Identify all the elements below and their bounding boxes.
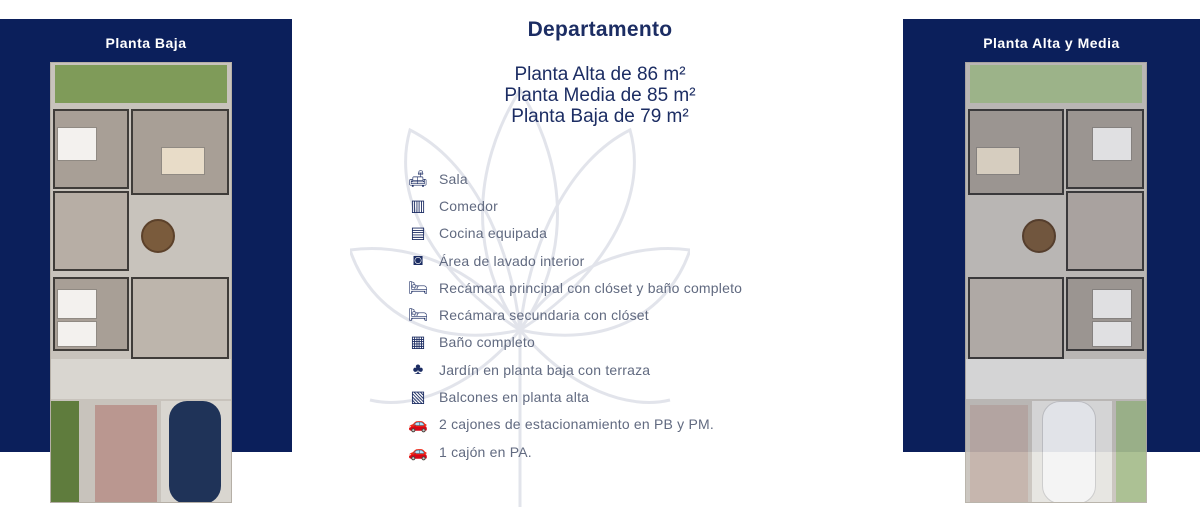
page-title: Departamento bbox=[527, 18, 673, 41]
feature-item bbox=[405, 220, 825, 247]
bed bbox=[1092, 289, 1132, 319]
feature-label: Baño completo bbox=[439, 334, 535, 351]
feature-item bbox=[405, 247, 825, 274]
feature-label: Sala bbox=[439, 170, 468, 187]
car-icon: 🚗 bbox=[408, 443, 428, 461]
feature-label: Cocina equipada bbox=[439, 225, 548, 242]
sofa bbox=[161, 147, 205, 175]
sofa bbox=[976, 147, 1020, 175]
balcony-icon: ▧ bbox=[410, 389, 426, 407]
kitchen-icon: ▤ bbox=[410, 225, 426, 243]
right-panel-title: Planta Alta y Media bbox=[983, 35, 1120, 51]
feature-item bbox=[405, 301, 825, 328]
bed bbox=[1092, 127, 1132, 161]
feature-list bbox=[405, 165, 825, 465]
feature-label: Balcones en planta alta bbox=[439, 389, 590, 406]
feature-item bbox=[405, 165, 825, 192]
feature-item bbox=[405, 438, 825, 465]
garden-icon: ♣ bbox=[412, 360, 424, 378]
area-item: Planta Media de 85 m² bbox=[504, 85, 696, 106]
feature-item bbox=[405, 411, 825, 438]
sofa-icon: 🛋 bbox=[407, 170, 429, 188]
bed-icon: 🛏 bbox=[407, 279, 429, 297]
bathroom-icon: ▦ bbox=[410, 334, 426, 352]
dining-table bbox=[1022, 219, 1056, 253]
feature-label: Jardín en planta baja con terraza bbox=[439, 361, 651, 378]
bathroom bbox=[53, 191, 129, 271]
area-item: Planta Baja de 79 m² bbox=[511, 106, 689, 127]
bed bbox=[1092, 321, 1132, 347]
kitchen bbox=[968, 277, 1064, 359]
area-list bbox=[300, 64, 900, 127]
bed bbox=[57, 289, 97, 319]
feature-item bbox=[405, 274, 825, 301]
bed-icon: 🛏 bbox=[407, 307, 429, 325]
feature-label: 1 cajón en PA. bbox=[439, 443, 532, 460]
feature-label: Recámara principal con clóset y baño completo bbox=[439, 279, 743, 296]
garden bbox=[55, 65, 227, 103]
paving bbox=[95, 405, 157, 503]
car bbox=[169, 401, 221, 503]
garden bbox=[970, 65, 1142, 103]
feature-item bbox=[405, 329, 825, 356]
bathroom bbox=[1066, 191, 1144, 271]
feature-item bbox=[405, 356, 825, 383]
car bbox=[1042, 401, 1096, 503]
dining-table bbox=[141, 219, 175, 253]
sidewalk bbox=[51, 359, 232, 399]
sidewalk bbox=[966, 359, 1147, 399]
washing-machine-icon: ◙ bbox=[413, 251, 423, 269]
hedge bbox=[1116, 401, 1147, 503]
feature-label: Recámara secundaria con clóset bbox=[439, 307, 649, 324]
car-icon: 🚗 bbox=[408, 416, 428, 434]
upper-floor-plan-image bbox=[965, 62, 1147, 503]
feature-label: 2 cajones de estacionamiento en PB y PM. bbox=[439, 416, 714, 433]
area-item: Planta Alta de 86 m² bbox=[514, 64, 686, 85]
ground-floor-plan-image bbox=[50, 62, 232, 503]
feature-label: Comedor bbox=[439, 197, 498, 214]
feature-label: Área de lavado interior bbox=[439, 252, 585, 269]
dining-table-icon: ▥ bbox=[410, 197, 426, 215]
hedge bbox=[51, 401, 79, 503]
bed bbox=[57, 321, 97, 347]
bed bbox=[57, 127, 97, 161]
kitchen bbox=[131, 277, 229, 359]
left-panel-title: Planta Baja bbox=[105, 35, 187, 51]
feature-item bbox=[405, 383, 825, 410]
feature-item bbox=[405, 192, 825, 219]
paving bbox=[970, 405, 1028, 503]
